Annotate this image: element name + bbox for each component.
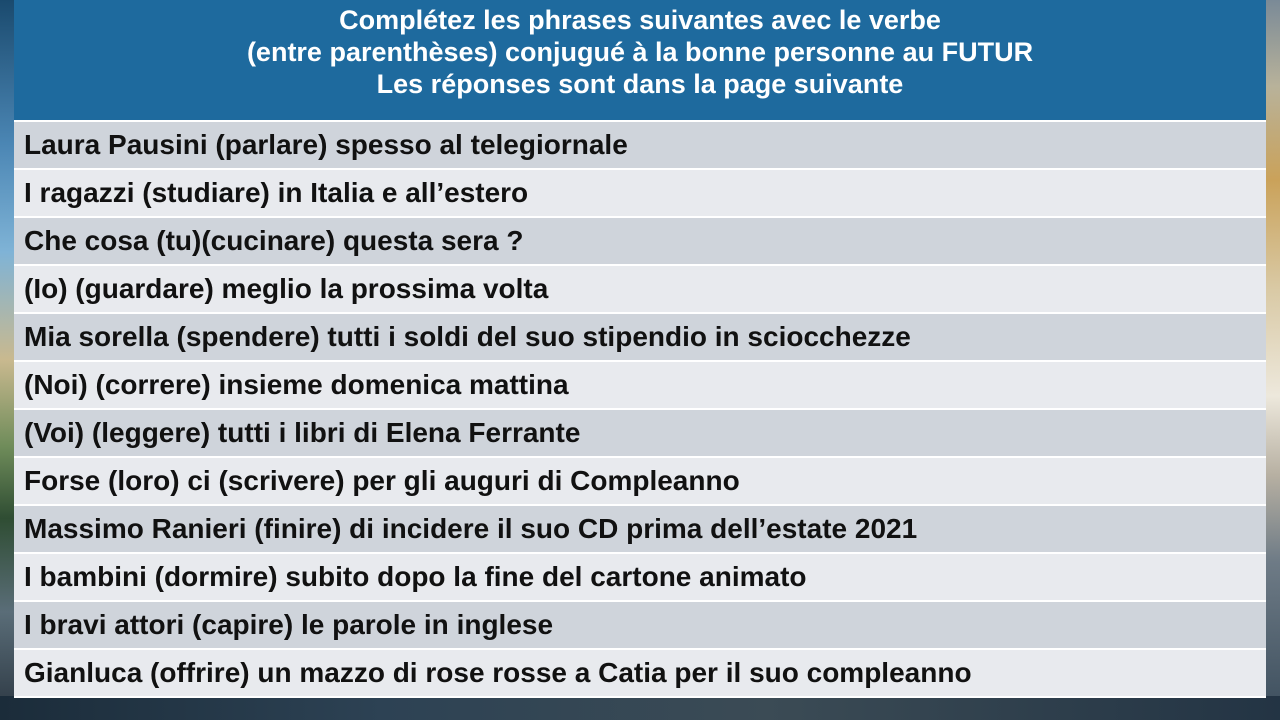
table-row: I bambini (dormire) subito dopo la fine del cartone animato	[14, 554, 1266, 602]
table-row: (Io) (guardare) meglio la prossima volta	[14, 266, 1266, 314]
table-row: Laura Pausini (parlare) spesso al telegiornale	[14, 122, 1266, 170]
table-row: Massimo Ranieri (finire) di incidere il suo CD prima dell’estate 2021	[14, 506, 1266, 554]
header-instruction-line-2: (entre parenthèses) conjugué à la bonne personne au FUTUR	[246, 37, 1034, 67]
table-row: I bravi attori (capire) le parole in inglese	[14, 602, 1266, 650]
header-instruction-line-1: Complétez les phrases suivantes avec le verbe	[339, 5, 941, 35]
table-row: Gianluca (offrire) un mazzo di rose rosse a Catia per il suo compleanno	[14, 650, 1266, 698]
table-row: (Noi) (correre) insieme domenica mattina	[14, 362, 1266, 410]
background-left-edge	[0, 0, 14, 720]
exercise-table	[14, 0, 1266, 698]
table-header	[14, 0, 1266, 122]
table-row: Che cosa (tu)(cucinare) questa sera ?	[14, 218, 1266, 266]
background-right-edge	[1266, 0, 1280, 720]
background-bottom-edge	[0, 696, 1280, 720]
table-row: I ragazzi (studiare) in Italia e all’estero	[14, 170, 1266, 218]
table-row: Mia sorella (spendere) tutti i soldi del suo stipendio in sciocchezze	[14, 314, 1266, 362]
header-instruction-line-3: Les réponses sont dans la page suivante	[376, 69, 904, 99]
table-row: Forse (loro) ci (scrivere) per gli auguri di Compleanno	[14, 458, 1266, 506]
table-row: (Voi) (leggere) tutti i libri di Elena Ferrante	[14, 410, 1266, 458]
